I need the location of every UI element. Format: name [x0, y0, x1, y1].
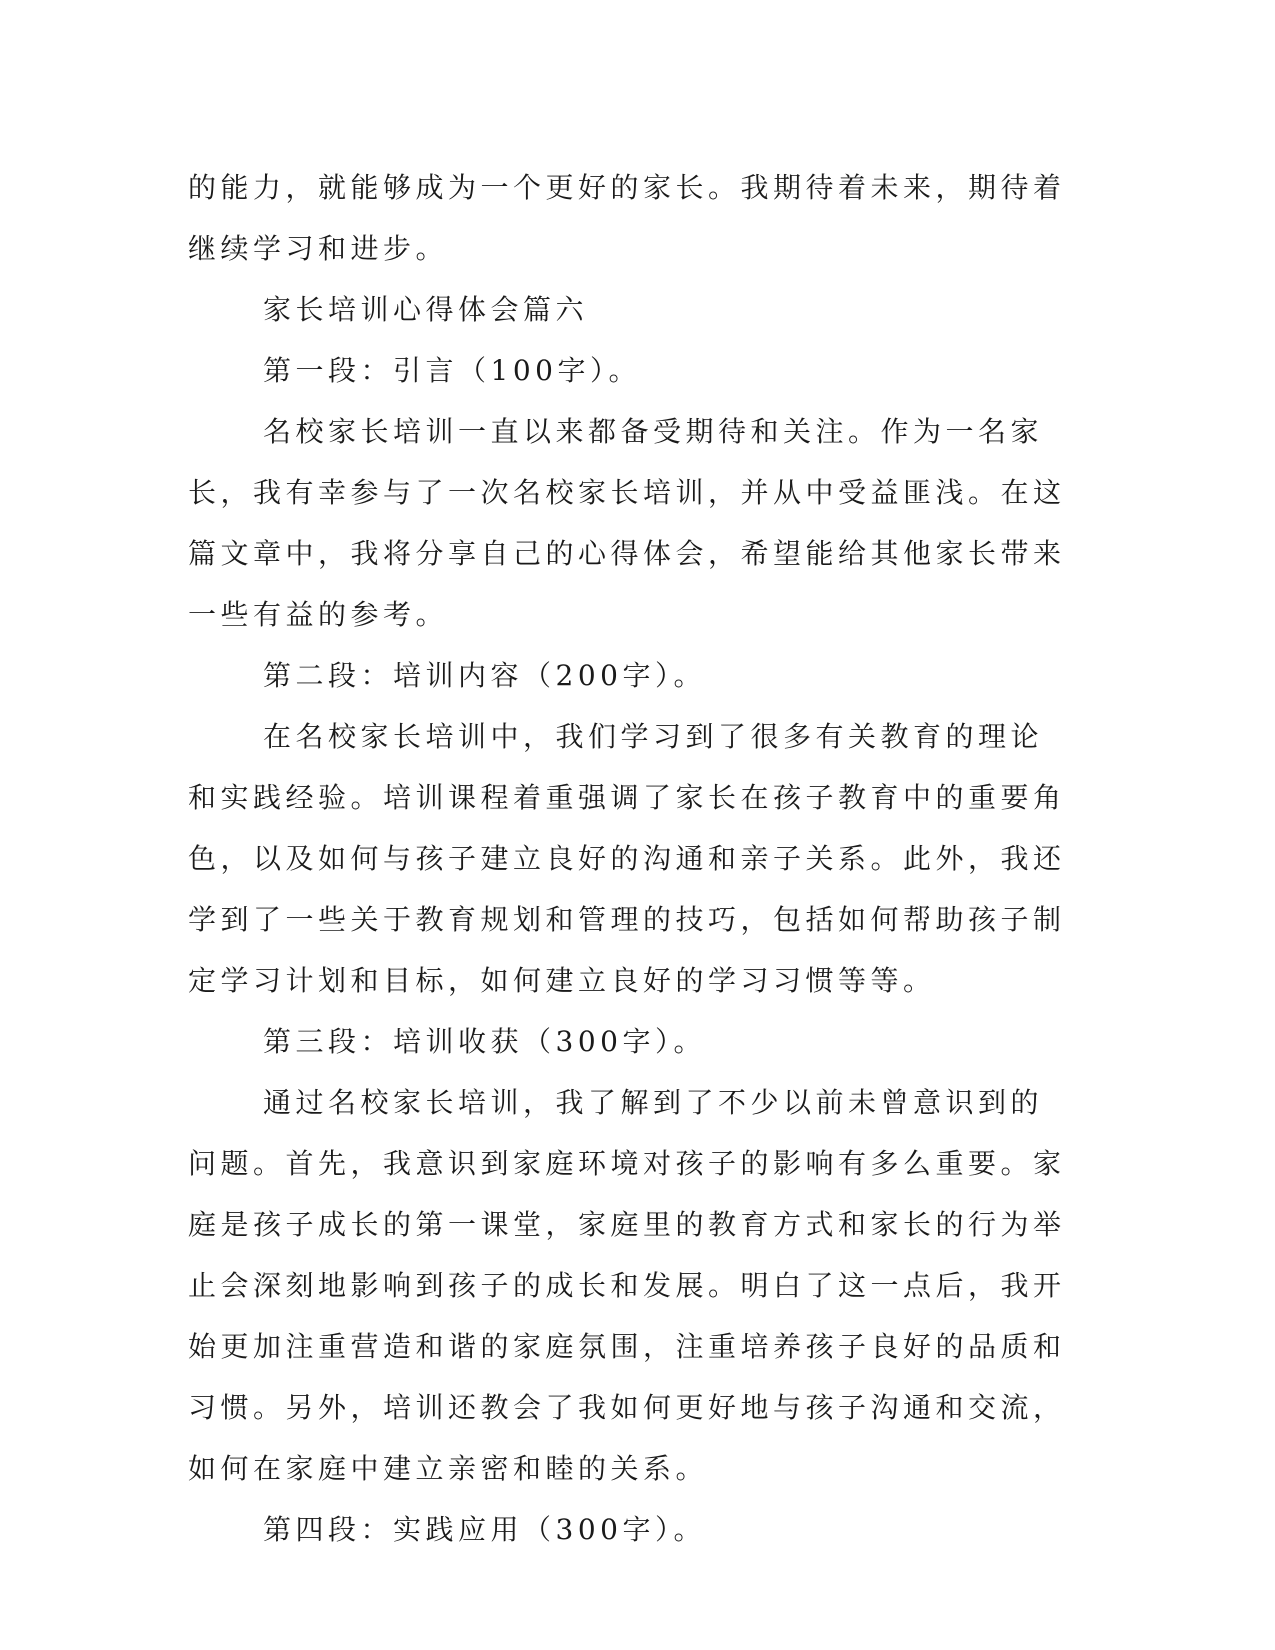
section-heading-3: 第三段：培训收获（300字）。 [263, 1025, 706, 1058]
paragraph-continuation: 的能力，就能够成为一个更好的家长。我期待着未来，期待着继续学习和进步。 [188, 171, 1066, 265]
section-body-1: 名校家长培训一直以来都备受期待和关注。作为一名家长，我有幸参与了一次名校家长培训，并从中受益匪浅。在这篇文章中，我将分享自己的心得体会，希望能给其他家长带来一些有益的参考。 [188, 415, 1066, 631]
section-body-3: 通过名校家长培训，我了解到了不少以前未曾意识到的问题。首先，我意识到家庭环境对孩子的影响有多么重要。家庭是孩子成长的第一课堂，家庭里的教育方式和家长的行为举止会深刻地影响到孩子的成长和发展。明白了这一点后，我开始更加注重营造和谐的家庭氛围，注重培养孩子良好的品质和习惯。另外，培训还教会了我如何更好地与孩子沟通和交流，如何在家庭中建立亲密和睦的关系。 [188, 1086, 1066, 1485]
section-heading-4: 第四段：实践应用（300字）。 [263, 1513, 706, 1546]
document-body [188, 157, 1068, 1560]
article-title: 家长培训心得体会篇六 [263, 293, 589, 326]
section-body-2: 在名校家长培训中，我们学习到了很多有关教育的理论和实践经验。培训课程着重强调了家长在孩子教育中的重要角色，以及如何与孩子建立良好的沟通和亲子关系。此外，我还学到了一些关于教育规划和管理的技巧，包括如何帮助孩子制定学习计划和目标，如何建立良好的学习习惯等等。 [188, 720, 1066, 997]
section-heading-2: 第二段：培训内容（200字）。 [263, 659, 706, 692]
section-heading-1: 第一段：引言（100字）。 [263, 354, 641, 387]
